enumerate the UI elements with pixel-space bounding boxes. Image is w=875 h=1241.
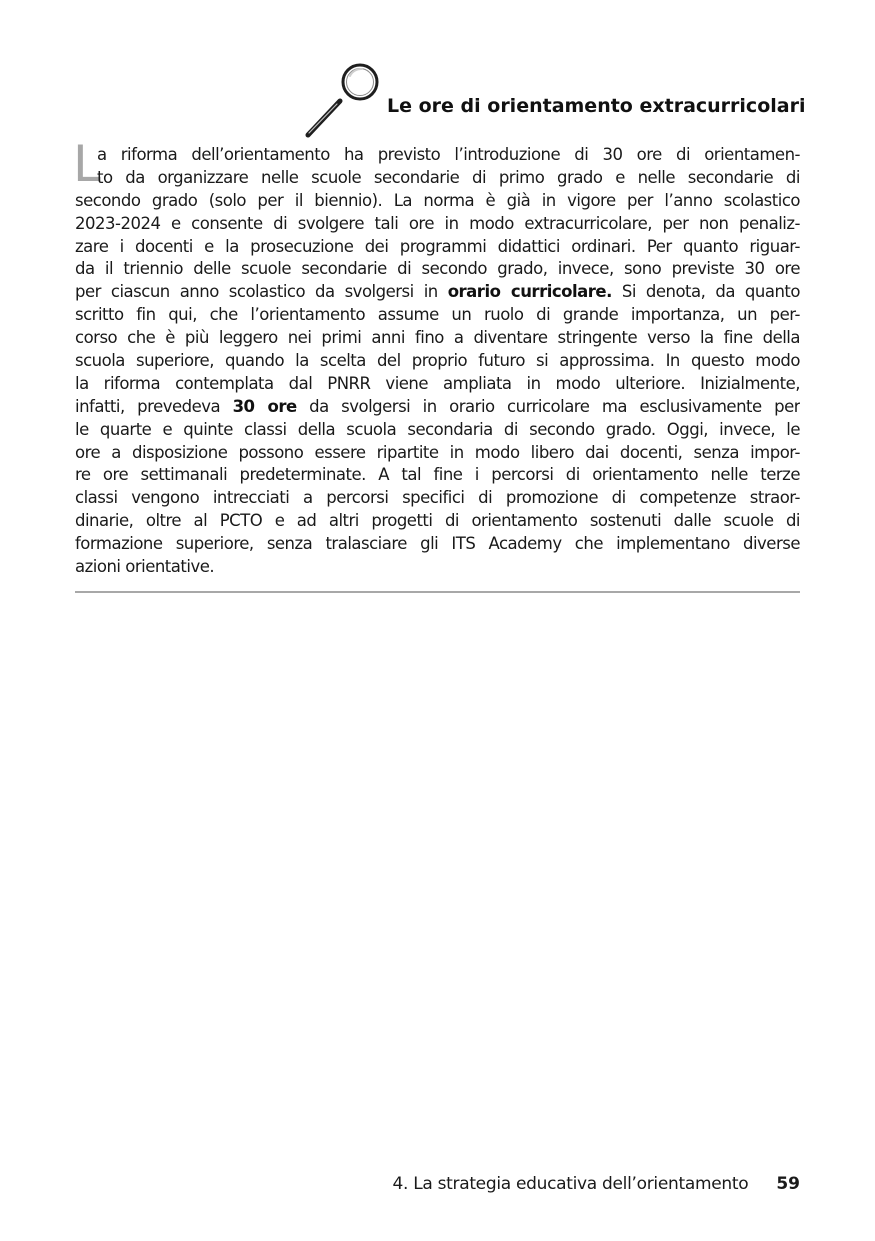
- text-line: [75, 442, 800, 465]
- text-run: da svolgersi in orario curricolare ma esclusivamente per: [296, 396, 800, 416]
- text-run: to da organizzare nelle scuole secondarie di primo grado e nelle secondarie di: [97, 167, 800, 187]
- page-number: 59: [776, 1174, 800, 1194]
- text-run: per ciascun anno scolastico da svolgersi in: [75, 282, 448, 302]
- page-footer: [392, 1172, 800, 1196]
- section-title: Le ore di orientamento extracurricolari: [387, 95, 806, 117]
- text-run: la riforma contemplata dal PNRR viene ampliata in modo ulteriore. Inizialmente,: [75, 373, 800, 393]
- text-line: [75, 510, 800, 533]
- text-run: zare i docenti e la prosecuzione dei programmi didattici ordinari. Per quanto riguar-: [75, 236, 800, 256]
- text-run: azioni orientative.: [75, 557, 215, 577]
- text-line: [75, 304, 800, 327]
- text-run: corso che è più leggero nei primi anni fino a diventare stringente verso la fine della: [75, 328, 800, 348]
- magnifying-glass-icon: [302, 60, 384, 142]
- text-line: [75, 167, 800, 190]
- text-run: 2023-2024 e consente di svolgere tali ore in modo extracurricolare, per non penaliz-: [75, 213, 800, 233]
- text-run: a riforma dell’orientamento ha previsto l’introduzione di 30 ore di orientamen-: [97, 145, 800, 164]
- text-line: [75, 533, 800, 556]
- text-line: [75, 281, 800, 304]
- text-run: classi vengono intrecciati a percorsi specifici di promozione di competenze straor-: [75, 488, 800, 508]
- text-run: dinarie, oltre al PCTO e ad altri progetti di orientamento sostenuti dalle scuole di: [75, 511, 800, 531]
- drop-cap: L: [73, 135, 101, 193]
- text-line: [75, 419, 800, 442]
- text-run: scuola superiore, quando la scelta del proprio futuro si approssima. In questo modo: [75, 351, 800, 371]
- text-line: [75, 327, 800, 350]
- text-line: [75, 556, 800, 579]
- text-run: secondo grado (solo per il biennio). La norma è già in vigore per l’anno scolastico: [75, 190, 800, 210]
- text-run: da il triennio delle scuole secondarie di secondo grado, invece, sono previste 30 ore: [75, 259, 800, 279]
- text-line: [75, 396, 800, 419]
- running-footer-chapter: 4. La strategia educativa dell’orientamento: [392, 1174, 749, 1194]
- text-run: le quarte e quinte classi della scuola secondaria di secondo grado. Oggi, invece, le: [75, 419, 800, 439]
- text-line: [75, 144, 800, 167]
- text-line: [75, 487, 800, 510]
- text-line: [75, 373, 800, 396]
- text-run: ore a disposizione possono essere ripartite in modo libero dai docenti, senza impor-: [75, 442, 800, 462]
- text-line: [75, 213, 800, 236]
- text-run: infatti, prevedeva: [75, 396, 233, 416]
- bold-phrase: 30 ore: [232, 396, 297, 416]
- text-line: [75, 236, 800, 259]
- text-line: [75, 258, 800, 281]
- section-divider: [75, 591, 800, 593]
- text-run: Si denota, da quanto: [611, 282, 800, 302]
- text-line: [75, 464, 800, 487]
- text-line: [75, 350, 800, 373]
- bold-phrase: orario curricolare.: [447, 282, 612, 302]
- body-paragraph: [75, 144, 800, 579]
- text-run: formazione superiore, senza tralasciare gli ITS Academy che implementano diverse: [75, 534, 800, 554]
- text-line: [75, 190, 800, 213]
- text-run: re ore settimanali predeterminate. A tal fine i percorsi di orientamento nelle terze: [75, 465, 800, 485]
- text-run: scritto fin qui, che l’orientamento assume un ruolo di grande importanza, un per-: [75, 305, 800, 325]
